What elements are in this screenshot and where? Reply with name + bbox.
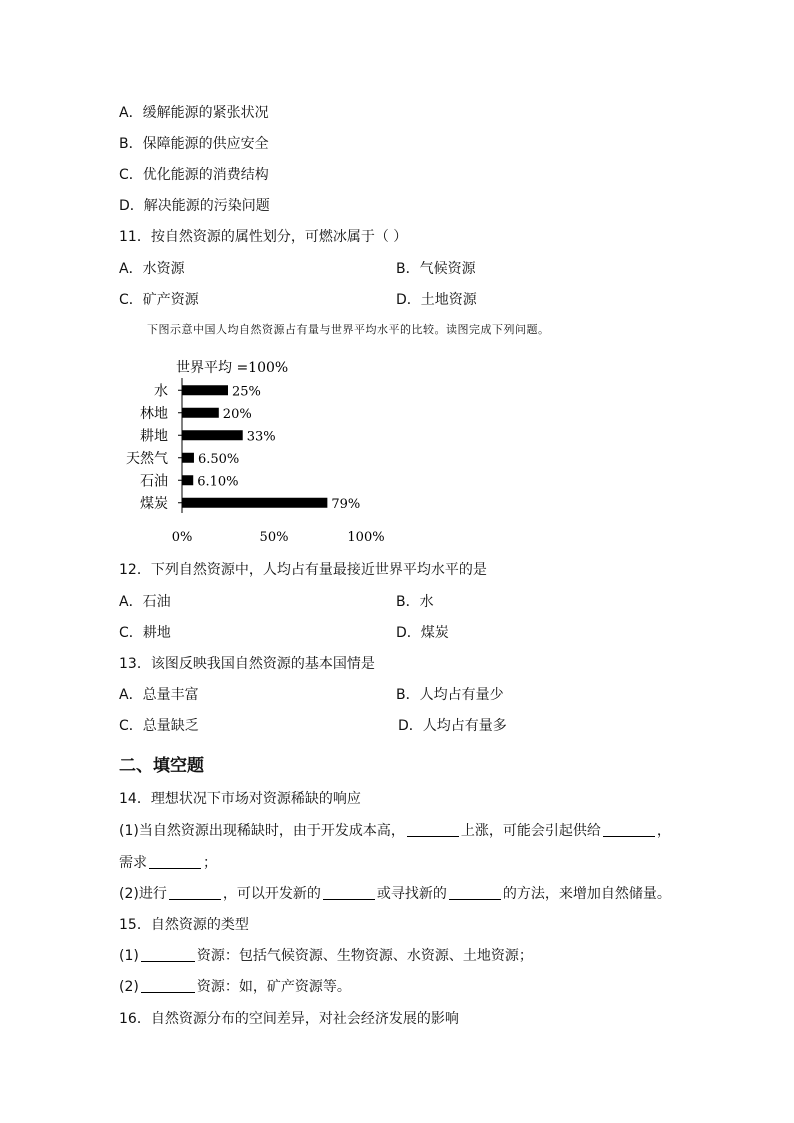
category-label: 天然气 bbox=[126, 450, 168, 467]
value-label: 25% bbox=[232, 384, 261, 400]
value-label: 20% bbox=[222, 406, 252, 422]
value-label: 6.50% bbox=[197, 451, 240, 467]
answer-blank[interactable] bbox=[141, 947, 195, 962]
figure-caption: 下图示意中国人均自然资源占有量与世界平均水平的比较。读图完成下列问题。 bbox=[147, 323, 550, 336]
q14-p2-text-d: 的方法，来增加自然储量。 bbox=[502, 886, 671, 902]
data-bar bbox=[182, 453, 194, 463]
q10-option-a: A．缓解能源的紧张状况 bbox=[119, 105, 269, 121]
q14-p1-text-a: (1)当自然资源出现稀缺时，由于开发成本高， bbox=[119, 823, 405, 839]
q13-option-b: B．人均占有量少 bbox=[396, 687, 504, 703]
q13-option-a: A．总量丰富 bbox=[119, 687, 199, 703]
q13-option-d: D．人均占有量多 bbox=[398, 718, 507, 734]
answer-blank[interactable] bbox=[141, 978, 195, 993]
q11-option-a: A．水资源 bbox=[119, 261, 185, 277]
q15-p2-text-a: (2) bbox=[119, 979, 139, 995]
q15-part2 bbox=[119, 978, 351, 996]
category-label: 林地 bbox=[140, 405, 168, 422]
q14-part1-cont bbox=[119, 854, 217, 872]
data-bar bbox=[182, 475, 193, 485]
x-tick-label: 50% bbox=[259, 530, 289, 545]
q16-stem: 16．自然资源分布的空间差异，对社会经济发展的影响 bbox=[119, 1011, 459, 1027]
q14-p1-text-b: 上涨，可能会引起供给 bbox=[460, 823, 601, 839]
q15-p1-text-b: 资源：包括气候资源、生物资源、水资源、土地资源； bbox=[196, 948, 533, 964]
data-bar bbox=[182, 430, 243, 440]
value-label: 79% bbox=[331, 496, 361, 512]
q12-stem: 12．下列自然资源中，人均占有量最接近世界平均水平的是 bbox=[119, 562, 487, 578]
q10-option-c: C．优化能源的消费结构 bbox=[119, 167, 269, 183]
category-label: 耕地 bbox=[140, 428, 168, 445]
answer-blank[interactable] bbox=[449, 885, 501, 900]
answer-blank[interactable] bbox=[323, 885, 375, 900]
q12-option-c: C．耕地 bbox=[119, 625, 171, 641]
q15-p1-text-a: (1) bbox=[119, 948, 139, 964]
chart-title: 世界平均 =100% bbox=[176, 360, 289, 376]
q13-option-c: C．总量缺乏 bbox=[119, 718, 199, 734]
q10-option-d: D．解决能源的污染问题 bbox=[119, 198, 270, 214]
q15-p2-text-b: 资源：如，矿产资源等。 bbox=[196, 979, 351, 995]
x-tick-label: 100% bbox=[347, 530, 385, 545]
category-label: 石油 bbox=[140, 473, 168, 490]
q13-stem: 13．该图反映我国自然资源的基本国情是 bbox=[119, 656, 375, 672]
category-label: 水 bbox=[154, 383, 168, 400]
category-label: 煤炭 bbox=[140, 495, 168, 512]
q12-option-b: B．水 bbox=[396, 594, 434, 610]
resource-bar-chart bbox=[110, 350, 410, 545]
q11-option-d: D．土地资源 bbox=[396, 292, 477, 308]
section-title: 二、填空题 bbox=[119, 756, 204, 776]
q11-stem: 11．按自然资源的属性划分，可燃冰属于（ ） bbox=[119, 229, 408, 245]
q14-p1-text-d: 需求 bbox=[119, 855, 147, 871]
value-label: 6.10% bbox=[197, 474, 239, 490]
data-bar bbox=[182, 498, 327, 508]
q14-p2-text-b: ，可以开发新的 bbox=[222, 886, 321, 902]
data-bar bbox=[182, 385, 228, 395]
x-tick-label: 0% bbox=[171, 530, 193, 545]
q10-option-b: B．保障能源的供应安全 bbox=[119, 136, 269, 152]
q11-option-b: B．气候资源 bbox=[396, 261, 476, 277]
q15-part1 bbox=[119, 947, 533, 965]
q14-p2-text-a: (2)进行 bbox=[119, 886, 167, 902]
answer-blank[interactable] bbox=[407, 822, 459, 837]
answer-blank[interactable] bbox=[169, 885, 221, 900]
q14-p1-text-c: ， bbox=[656, 823, 671, 839]
data-bar bbox=[182, 408, 219, 418]
q14-p1-text-e: ； bbox=[203, 855, 217, 871]
q11-option-c: C．矿产资源 bbox=[119, 292, 199, 308]
q14-part2 bbox=[119, 885, 671, 903]
answer-blank[interactable] bbox=[603, 822, 655, 837]
q12-option-d: D．煤炭 bbox=[396, 625, 449, 641]
q14-p2-text-c: 或寻找新的 bbox=[376, 886, 447, 902]
q15-stem: 15．自然资源的类型 bbox=[119, 917, 249, 933]
q12-option-a: A．石油 bbox=[119, 594, 171, 610]
answer-blank[interactable] bbox=[149, 854, 201, 869]
q14-stem: 14．理想状况下市场对资源稀缺的响应 bbox=[119, 791, 361, 807]
value-label: 33% bbox=[246, 429, 276, 445]
q14-part1 bbox=[119, 822, 671, 840]
